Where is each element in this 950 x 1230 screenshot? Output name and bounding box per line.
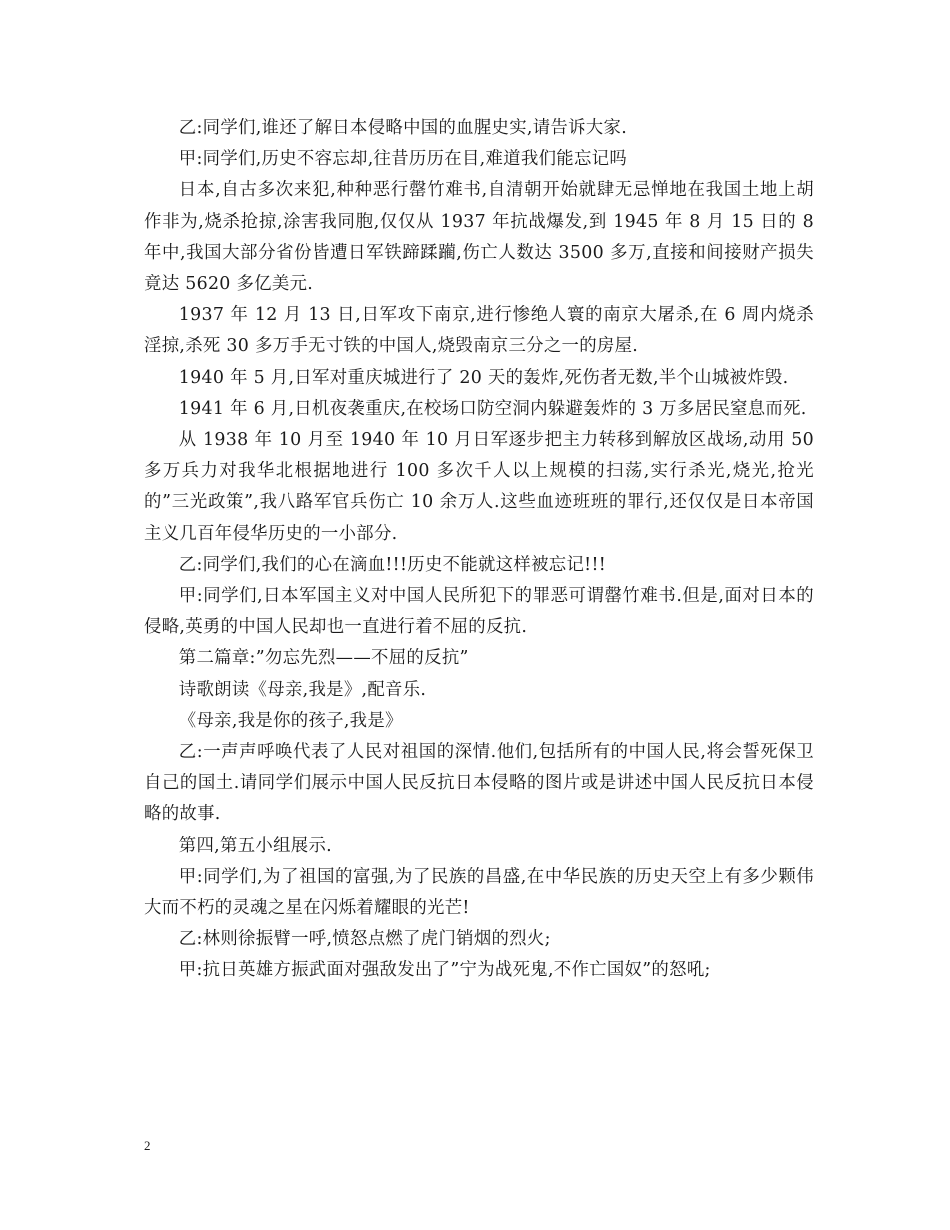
paragraph: 甲:同学们,日本军国主义对中国人民所犯下的罪恶可谓罄竹难书.但是,面对日本的侵略,英勇的中国人民却也一直进行着不屈的反抗. xyxy=(144,586,814,638)
paragraph: 乙:同学们,我们的心在滴血!!!历史不能就这样被忘记!!! xyxy=(178,554,607,575)
poem-title: 《母亲,我是你的孩子,我是》 xyxy=(178,710,403,731)
document-body xyxy=(144,113,814,987)
paragraph: 从 1938 年 10 月至 1940 年 10 月日军逐步把主力转移到解放区战场,动用 50 多万兵力对我华北根据地进行 100 多次千人以上规模的扫荡,实行杀光,烧光,抢光的”三光政策”,我八路军官兵伤亡 10 余万人.这些血迹班班的罪行,还仅仅是日本帝国主义几百年侵华历史的一小部分. xyxy=(144,430,814,544)
paragraph: 1937 年 12 月 13 日,日军攻下南京,进行惨绝人寰的南京大屠杀,在 6 周内烧杀淫掠,杀死 30 多万手无寸铁的中国人,烧毁南京三分之一的房屋. xyxy=(144,305,814,357)
chapter-heading: 第二篇章:”勿忘先烈——不屈的反抗” xyxy=(178,648,469,669)
paragraph: 乙:一声声呼唤代表了人民对祖国的深情.他们,包括所有的中国人民,将会誓死保卫自己的国土.请同学们展示中国人民反抗日本侵略的图片或是讲述中国人民反抗日本侵略的故事. xyxy=(144,742,814,825)
paragraph: 日本,自古多次来犯,种种恶行罄竹难书,自清朝开始就肆无忌惮地在我国土地上胡作非为,烧杀抢掠,涂害我同胞,仅仅从 1937 年抗战爆发,到 1945 年 8 月 15 日的 8 年中,我国大部分省份皆遭日军铁蹄蹂躏,伤亡人数达 3500 多万,直接和间接财产损失竟达 5620 多亿美元. xyxy=(144,180,814,295)
paragraph: 诗歌朗读《母亲,我是》,配音乐. xyxy=(178,679,427,700)
paragraph: 1940 年 5 月,日军对重庆城进行了 20 天的轰炸,死伤者无数,半个山城被炸毁. xyxy=(178,367,789,388)
paragraph: 乙:林则徐振臂一呼,愤怒点燃了虎门销烟的烈火; xyxy=(178,929,551,950)
paragraph: 甲:同学们,历史不容忘却,往昔历历在目,难道我们能忘记吗 xyxy=(178,149,628,170)
paragraph: 乙:同学们,谁还了解日本侵略中国的血腥史实,请告诉大家. xyxy=(178,118,628,138)
page-number: 2 xyxy=(144,1138,151,1153)
paragraph: 甲:抗日英雄方振武面对强敌发出了”宁为战死鬼,不作亡国奴”的怒吼; xyxy=(178,960,711,981)
paragraph: 1941 年 6 月,日机夜袭重庆,在校场口防空洞内躲避轰炸的 3 万多居民窒息而死. xyxy=(178,398,807,419)
paragraph: 第四,第五小组展示. xyxy=(178,835,332,856)
paragraph: 甲:同学们,为了祖国的富强,为了民族的昌盛,在中华民族的历史天空上有多少颗伟大而不朽的灵魂之星在闪烁着耀眼的光芒! xyxy=(144,866,814,919)
